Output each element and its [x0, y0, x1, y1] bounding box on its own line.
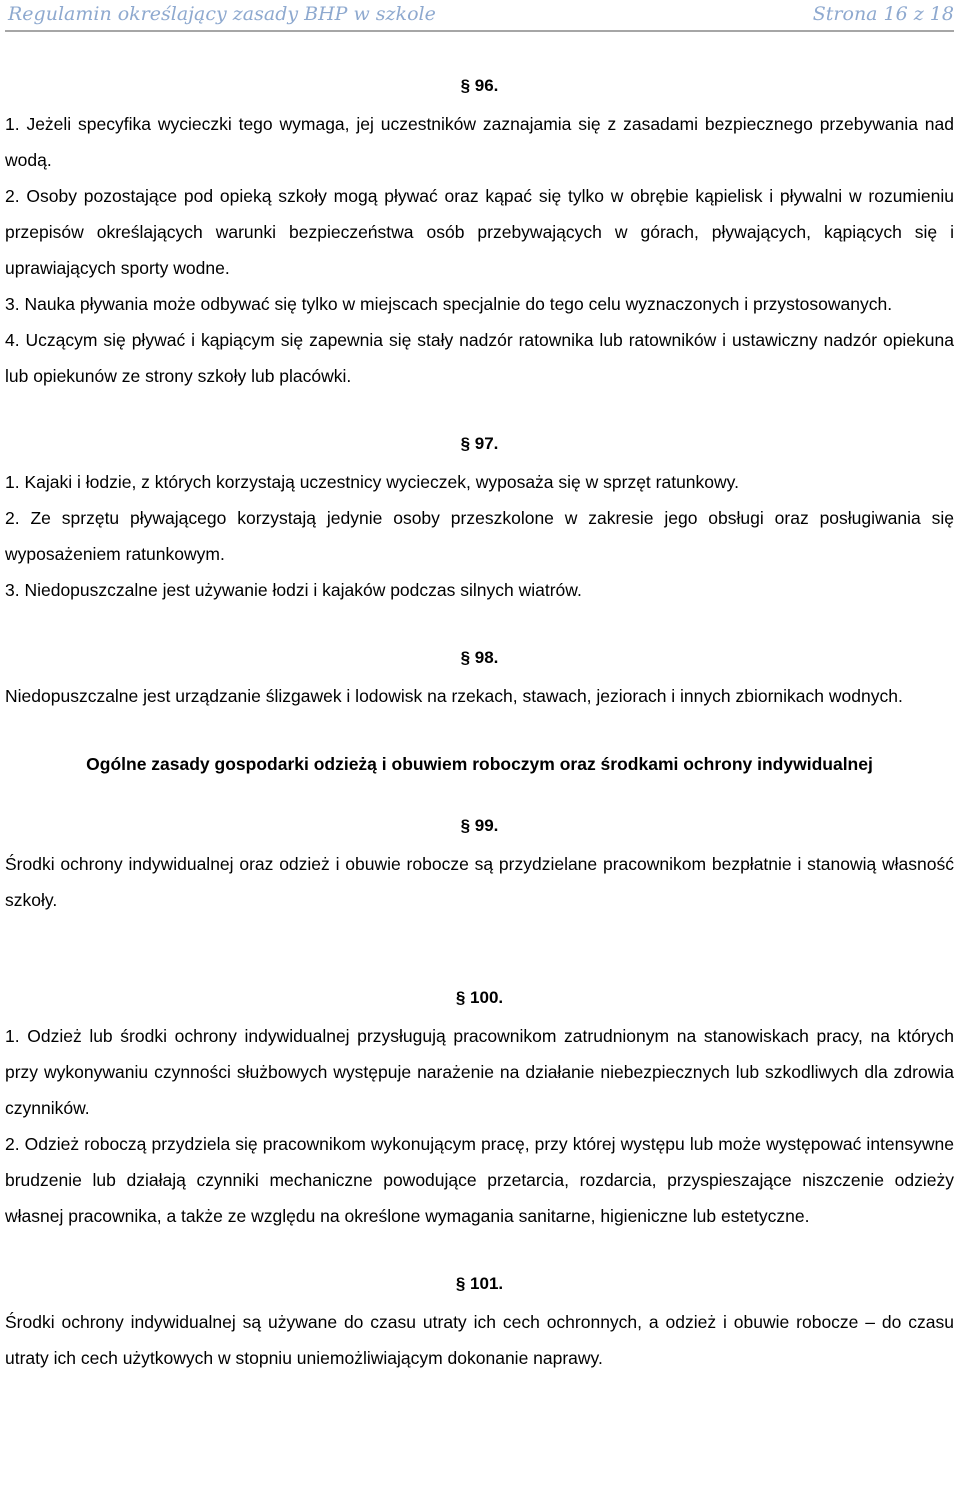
- section-number: § 99.: [460, 816, 499, 835]
- section-100: [5, 986, 954, 1234]
- paragraph: 4. Uczącym się pływać i kąpiącym się zapewnia się stały nadzór ratownika lub ratowników i ustawiczny nadzór opiekuna lub opiekunów ze strony szkoły lub placówki.: [5, 330, 954, 386]
- paragraph: 1. Odzież lub środki ochrony indywidualnej przysługują pracownikom zatrudnionym na stanowiskach pracy, na których przy wykonywaniu czynności służbowych występuje narażenie na działanie niebezpiecznych lub szkodliwych dla zdrowia czynników.: [5, 1026, 954, 1118]
- paragraph: 2. Osoby pozostające pod opieką szkoły mogą pływać oraz kąpać się tylko w obrębie kąpielisk i pływalni w rozumieniu przepisów określających warunki bezpieczeństwa osób przebywających w górach, pływających, kąpiących się i uprawiających sporty wodne.: [5, 186, 954, 278]
- chapter-heading: Ogólne zasady gospodarki odzieżą i obuwiem roboczym oraz środkami ochrony indywidualnej: [86, 754, 873, 774]
- paragraph: 1. Jeżeli specyfika wycieczki tego wymaga, jej uczestników zaznajamia się z zasadami bezpiecznego przebywania nad wodą.: [5, 114, 954, 170]
- section-number: § 98.: [460, 648, 499, 667]
- section-number: § 97.: [460, 434, 499, 453]
- section-number: § 96.: [460, 76, 499, 95]
- section-96: [5, 74, 954, 394]
- paragraph: Środki ochrony indywidualnej są używane do czasu utraty ich cech ochronnych, a odzież i obuwie robocze – do czasu utraty ich cech użytkowych w stopniu uniemożliwiającym dokonanie naprawy.: [5, 1312, 954, 1368]
- paragraph: 3. Niedopuszczalne jest używanie łodzi i kajaków podczas silnych wiatrów.: [5, 580, 582, 600]
- paragraph: 1. Kajaki i łodzie, z których korzystają uczestnicy wycieczek, wyposaża się w sprzęt ratunkowy.: [5, 472, 739, 492]
- page-header: [5, 0, 954, 32]
- paragraph: 3. Nauka pływania może odbywać się tylko w miejscach specjalnie do tego celu wyznaczonych i przystosowanych.: [5, 294, 893, 314]
- header-page-number: Strona 16 z 18: [812, 3, 954, 25]
- paragraph: Niedopuszczalne jest urządzanie ślizgawek i lodowisk na rzekach, stawach, jeziorach i innych zbiornikach wodnych.: [5, 686, 903, 706]
- section-99: [5, 814, 954, 918]
- paragraph: Środki ochrony indywidualnej oraz odzież i obuwie robocze są przydzielane pracownikom bezpłatnie i stanowią własność szkoły.: [5, 854, 954, 910]
- section-98: [5, 646, 954, 714]
- document-content: [5, 74, 954, 1376]
- paragraph: 2. Ze sprzętu pływającego korzystają jedynie osoby przeszkolone w zakresie jego obsługi oraz posługiwania się wyposażeniem ratunkowym.: [5, 508, 954, 564]
- header-title: Regulamin określający zasady BHP w szkole: [8, 3, 436, 25]
- section-number: § 100.: [455, 988, 504, 1007]
- section-number: § 101.: [455, 1274, 504, 1293]
- section-101: [5, 1272, 954, 1376]
- section-97: [5, 432, 954, 608]
- paragraph: 2. Odzież roboczą przydziela się pracownikom wykonującym pracę, przy której występu lub może występować intensywne brudzenie lub działają czynniki mechaniczne powodujące przetarcia, rozdarcia, przyspieszające niszczenie odzieży własnej pracownika, a także ze względu na określone wymagania sanitarne, higieniczne lub estetyczne.: [5, 1134, 954, 1226]
